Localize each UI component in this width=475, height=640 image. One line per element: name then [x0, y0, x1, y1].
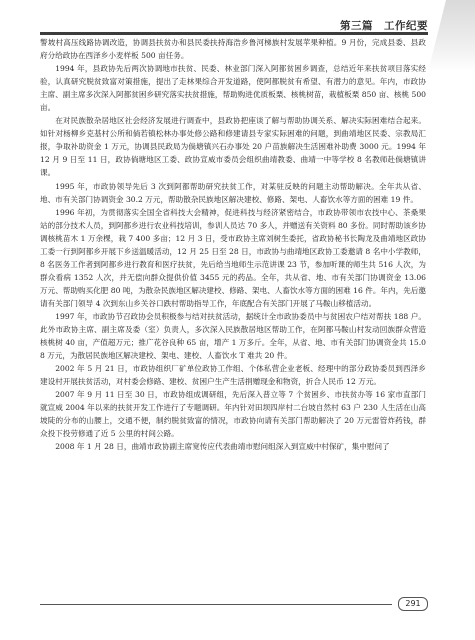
section-title: 第三篇 工作纪要 [340, 20, 428, 32]
header-corner-decoration [428, 0, 475, 72]
paragraph: 1997 年，市政协节召政协会员积极参与结对扶贫活动，据统计全市政协委员中与贫困农户结对帮扶 188 户。此外市政协主席、副主席及委（室）负责人，多次深入民族散居地区帮助工作，在阿都马鞍山村发动回族群众营造核桃树 40 亩，产值超万元；推广花谷良种 65 亩，增产 1 万多斤。全年，从省、地、市有关部门协调资金共 15.08 万元，为散居民族地区解决建校、架电、建校、人畜饮水 T 难共 20 件。 [40, 311, 426, 361]
header-rule [40, 32, 428, 35]
header-corner-cut [428, 0, 446, 72]
footer-rule [40, 604, 392, 605]
paragraph: 2008 年 1 月 28 日，曲靖市政协副主席宽传应代表曲靖市慰问组深入到宣威中村保矿，集中慰问了 [55, 442, 390, 452]
paragraph: 1994 年，县政协先后两次协调地市扶贫、民委、林业部门深入阿都贫困乡调查，总结近年来扶贫项目落实经验，认真研究脱贫致富对策措施，提出了走林果综合开发道路，使阿都脱贫有希望、有潜力的意见。年内，市政协主席、副主席多次深入阿都贫困乡研究落实扶贫措施，帮助购进优质板栗、核桃树苗，栽植板栗 850 亩、核桃 500 亩。 [40, 64, 426, 113]
paragraph: 2007 年 9 月 11 日至 30 日，市政协组成调研组，先后深入普立等 7 个贫困乡、市扶贫办等 16 家市直部门就宣威 2004 年以来的扶贫开发工作进行了专题调研。年内针对田坝四岸村二台坡自然村 63 户 230 人生活在山高坡陡的分布的山腰上，交通不便，制约脱贫致富的情况，市政协向请有关部门帮助解决了 20 万元雷管炸药钱，群众投下投劳修通了近 5 公里的村间公路。 [40, 390, 426, 439]
paragraph: 在对民族散杂居地区社会经济发展进行调查中，县政协把座谈了解与帮助协调关系、解决实际困难结合起来。如针对杨柳乡克基村公所和倘若镇松林办事处修公路和修建请县专家实际困难的问题，到曲靖地区民委、宗教局汇报，争取补助资金 1 万元，协调县民政局为倘塘镇兴石办事处 20 户苗族解决生活困难补助费 3000 元。1994 年 12 月 9 日至 11 日，政协倘塘地区工委、政协宣威市委员会组织曲靖教委、曲靖一中等学校 8 名教师赴倘塘镇讲课。 [40, 116, 426, 178]
paragraph: 1995 年，市政协领导先后 3 次到阿都帮助研究扶贫工作，对某驻反映的问题主动帮助解决。全年共从省、地、市有关部门协调资金 30.2 万元，帮助散杂民族地区解决建校、修路、架电、人畜饮水等方面的困难 19 件。 [40, 181, 426, 204]
running-header [40, 18, 428, 32]
paragraph: 1996 年初，为贯彻落实全国全省科技大会精神，促进科技与经济紧密结合，市政协带领市农技中心、茶桑果站的部分技术人员，到阿都乡进行农业科技培训，参训人员达 70 多人，并赠送有关资料 80 多份。同时帮助该乡协调核桃苗木 1 万余棵，栽 7 400 多亩；12 月 3 日，受市政协主席刘树生委托，省政协秘书长陶龙及曲靖地区政协工委一行到阿都乡开展下乡送温暖活动，12 月 25 日至 28 日，市政协与曲靖地区政协工委邀请 8 名中小学教师，8 名医务工作者到阿都乡进行教育和医疗扶贫，先后给当地师生示范讲课 23 节，参加听课的师生共 516 人次，为群众看病 1352 人次，并无偿向群众提供价值 3455 元的药品。全年，共从省、地、市有关部门协调资金 13.06 万元、帮助购买化肥 80 吨，为散杂民族地区解决建校、修路、架电、人畜饮水等方面的困难 16 件。年内，先后邀请有关部门领导 4 次到东山乡关谷口跌村帮助指导工作，年底配合有关部门开展了马鞍山移植活动。 [40, 207, 426, 308]
paragraph: 警坡村高压线路协调改造，协调县扶贫办和县民委扶持海浩乡鲁河梯族村发展苹果种植。9 月份，完成县委、县政府分给政协在西泽乡小麦样板 500 亩任务。 [40, 38, 426, 61]
body-text [40, 36, 426, 454]
paragraph: 2002 年 5 月 21 日，市政协组织厂矿单位政协工作组、个体私营企业老板、经理中的部分政协委员到西泽乡建设村开展扶贫活动，对村委会修路、建校、贫困户生产生活捐赠现金和物资，折合人民币 12 万元。 [40, 364, 426, 387]
page-number: 291 [398, 597, 428, 611]
